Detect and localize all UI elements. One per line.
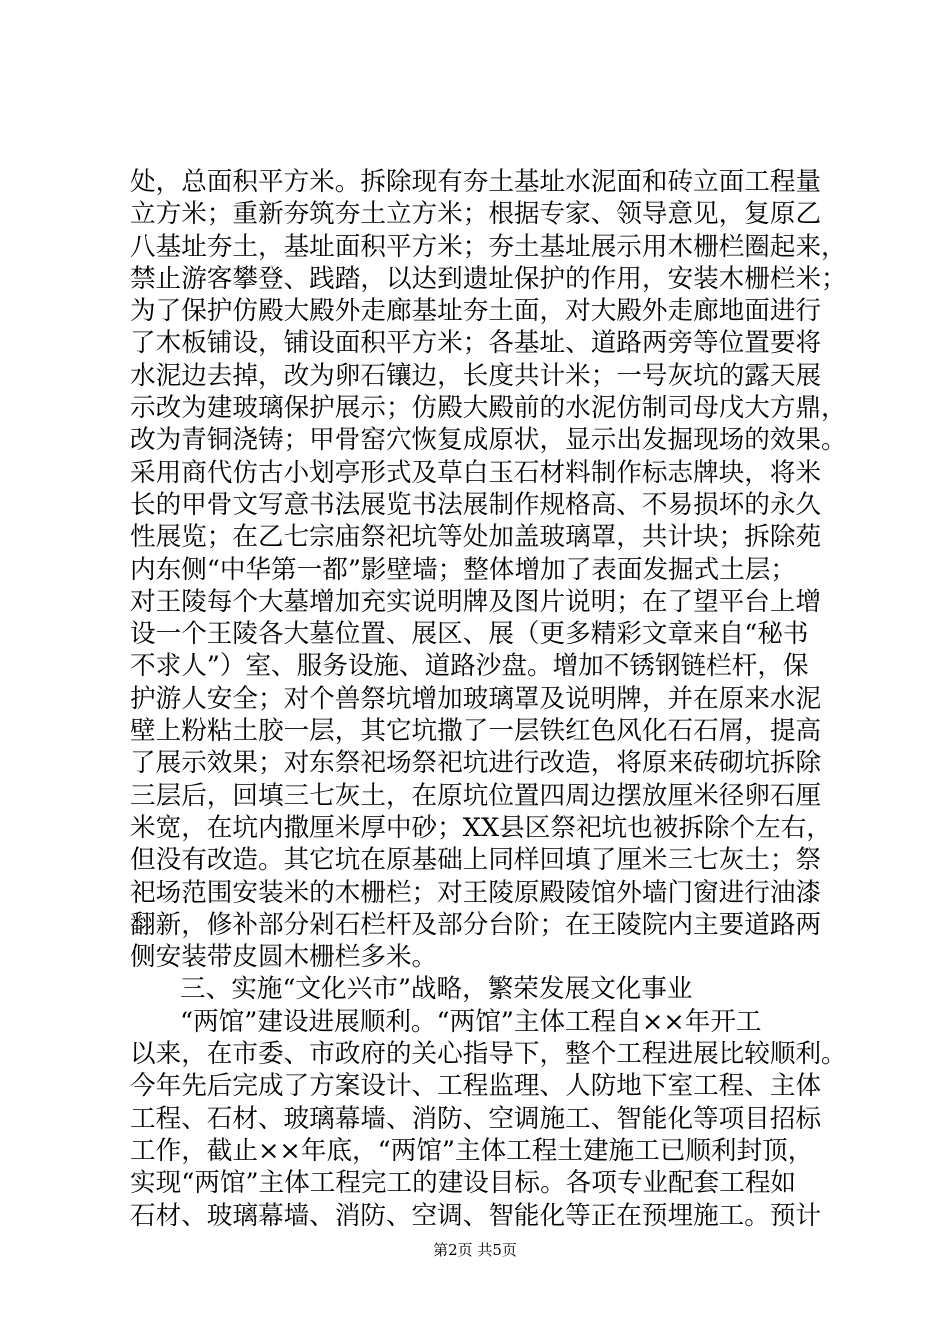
text-line: 禁止游客攀登、践踏，以达到遗址保护的作用，安装木栅栏米； <box>130 263 847 294</box>
text-line: 米宽，在坑内撒厘米厚中砂；XX县区祭祀坑也被拆除个左右， <box>130 812 832 843</box>
text-line: 为了保护仿殿大殿外走廊基址夯土面，对大殿外走廊地面进行 <box>130 296 822 327</box>
text-line: 实现“两馆”主体工程完工的建设目标。各项专业配套工程如 <box>130 1168 797 1199</box>
text-line: 了展示效果；对东祭祀场祭祀坑进行改造，将原来砖砌坑拆除 <box>130 748 822 779</box>
text-line: 三层后，回填三七灰土，在原坑位置四周边摆放厘米径卵石厘 <box>130 780 822 811</box>
text-line: 示改为建玻璃保护展示；仿殿大殿前的水泥仿制司母戊大方鼎， <box>130 393 847 424</box>
document-body <box>130 166 847 1232</box>
text-line: 石材、玻璃幕墙、消防、空调、智能化等正在预埋施工。预计 <box>130 1200 822 1231</box>
text-line: 侧安装带皮圆木栅栏多米。 <box>130 942 438 973</box>
text-line: 今年先后完成了方案设计、工程监理、人防地下室工程、主体 <box>130 1071 822 1102</box>
text-line: 处，总面积平方米。拆除现有夯土基址水泥面和砖立面工程量 <box>130 167 822 197</box>
text-line: 了木板铺设，铺设面积平方米；各基址、道路两旁等位置要将 <box>130 328 822 359</box>
text-line: 对王陵每个大墓增加充实说明牌及图片说明；在了望平台上增 <box>130 586 822 617</box>
page-number-footer: 第2页 共5页 <box>433 1241 517 1259</box>
text-line: 长的甲骨文写意书法展览书法展制作规格高、不易损坏的永久 <box>130 489 822 520</box>
section-heading: 三、实施“文化兴市”战略，繁荣发展文化事业 <box>180 974 693 1005</box>
text-line: 水泥边去掉，改为卵石镶边，长度共计米；一号灰坑的露天展 <box>130 360 822 391</box>
text-line: 祀场范围安装米的木栅栏；对王陵原殿陵馆外墙门窗进行油漆 <box>130 877 822 908</box>
text-line: 不求人”）室、服务设施、道路沙盘。增加不锈钢链栏杆，保 <box>130 651 809 682</box>
text-line: 设一个王陵各大墓位置、展区、展（更多精彩文章来自“秘书 <box>130 619 809 650</box>
text-line: 采用商代仿古小划亭形式及草白玉石材料制作标志牌块，将米 <box>130 457 822 488</box>
text-line: 但没有改造。其它坑在原基础上同样回填了厘米三七灰土；祭 <box>130 845 822 876</box>
text-line: 内东侧“中华第一都”影壁墙；整体增加了表面发掘式土层； <box>130 554 797 585</box>
text-line: 以来，在市委、市政府的关心指导下，整个工程进展比较顺利。 <box>130 1039 847 1070</box>
text-line: 八基址夯土，基址面积平方米；夯土基址展示用木栅栏圈起来， <box>130 231 847 262</box>
text-line: 工程、石材、玻璃幕墙、消防、空调施工、智能化等项目招标 <box>130 1103 822 1134</box>
text-line: 性展览；在乙七宗庙祭祀坑等处加盖玻璃罩，共计块；拆除苑 <box>130 522 822 553</box>
text-line: 立方米；重新夯筑夯土立方米；根据专家、领导意见，复原乙 <box>130 199 822 230</box>
text-line: 翻新，修补部分剁石栏杆及部分台阶；在王陵院内主要道路两 <box>130 909 822 940</box>
text-line: 护游人安全；对个兽祭坑增加玻璃罩及说明牌，并在原来水泥 <box>130 683 822 714</box>
text-line: 壁上粉粘土胶一层，其它坑撒了一层铁红色风化石石屑，提高 <box>130 716 822 747</box>
text-line: 工作，截止××年底，“两馆”主体工程土建施工已顺利封顶， <box>130 1135 814 1166</box>
text-line: 改为青铜浇铸；甲骨窑穴恢复成原状，显示出发掘现场的效果。 <box>130 425 847 456</box>
paragraph-first-line: “两馆”建设进展顺利。“两馆”主体工程自××年开工 <box>180 1006 762 1037</box>
